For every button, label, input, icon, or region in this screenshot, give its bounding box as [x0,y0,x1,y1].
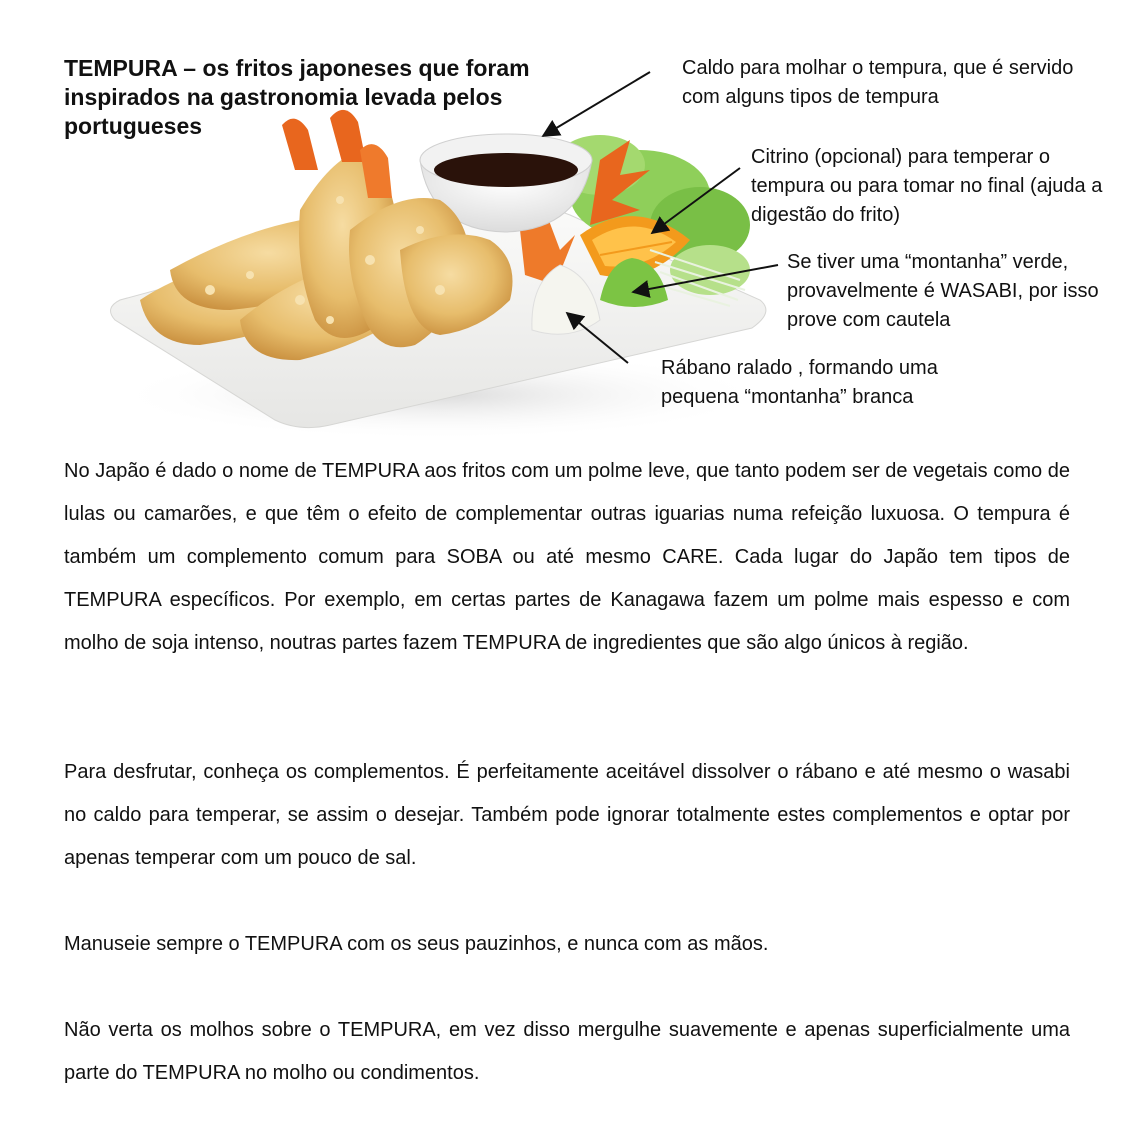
paragraph-spacer [64,708,1070,751]
paragraph-dipping: Não verta os molhos sobre o TEMPURA, em vez disso mergulhe suavemente e apenas superficialmente uma parte do TEMPURA no molho ou condimentos. [64,1019,1070,1084]
page-title: TEMPURA – os fritos japoneses que foram inspirados na gastronomia levada pelos portugueses [64,55,530,139]
callout-radish: Rábano ralado , formando uma pequena “montanha” branca [661,357,938,408]
callout-citrus: Citrino (opcional) para temperar o tempura ou para tomar no final (ajuda a digestão do frito) [751,146,1103,226]
paragraph-chopsticks: Manuseie sempre o TEMPURA com os seus pauzinhos, e nunca com as mãos. [64,933,769,955]
sauce [434,153,578,187]
body-text [64,450,1070,1095]
callout-sauce: Caldo para molhar o tempura, que é servido com alguns tipos de tempura [682,57,1074,108]
callout-wasabi: Se tiver uma “montanha” verde, provavelmente é WASABI, por isso prove com cautela [787,251,1099,331]
paragraph-complements: Para desfrutar, conheça os complementos. É perfeitamente aceitável dissolver o rábano e até mesmo o wasabi no caldo para temperar, se assim o desejar. Também pode ignorar totalmente estes complementos e optar por apenas temperar com um pouco de sal. [64,761,1070,869]
paragraph-spacer [64,880,1070,923]
paragraph-spacer [64,966,1070,1009]
paragraph-intro: No Japão é dado o nome de TEMPURA aos fritos com um polme leve, que tanto podem ser de vegetais como de lulas ou camarões, e que têm o efeito de complementar outras iguarias numa refeição luxuosa. O tempura é também um complemento comum para SOBA ou até mesmo CARE. Cada lugar do Japão tem tipos de TEMPURA específicos. Por exemplo, em certas partes de Kanagawa fazem um polme mais espesso e com molho de soja intenso, noutras partes fazem TEMPURA de ingredientes que são algo únicos à região. [64,460,1070,654]
